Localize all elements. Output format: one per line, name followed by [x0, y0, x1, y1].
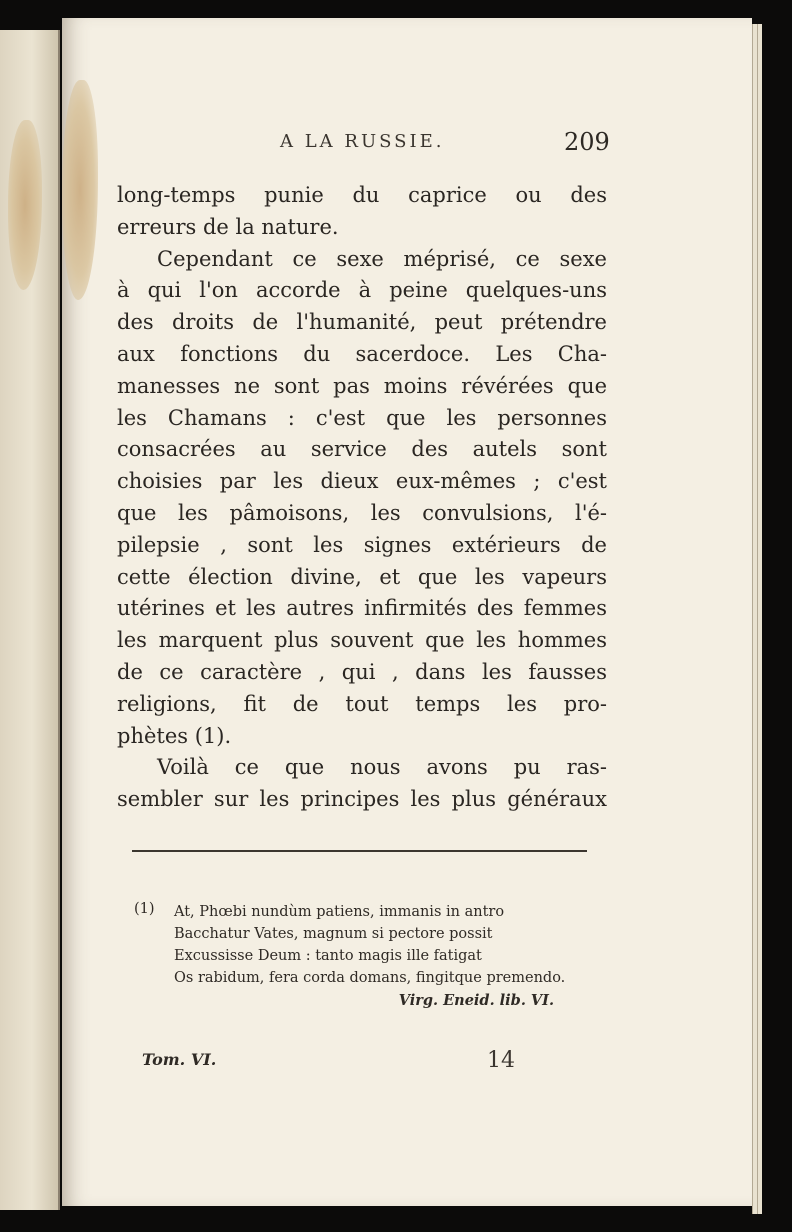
text-line: Voilà ce que nous avons pu ras- [157, 755, 607, 780]
footnote-verse-line: Bacchatur Vates, magnum si pectore possit [174, 926, 493, 942]
page-stack-edge [757, 24, 762, 1214]
running-head: A LA RUSSIE. [280, 131, 445, 152]
text-line: consacrées au service des autels sont [117, 437, 607, 462]
text-line: sembler sur les principes les plus généraux [117, 787, 607, 812]
signature-number: 14 [487, 1048, 515, 1073]
book-page [62, 18, 752, 1206]
text-line: erreurs de la nature. [117, 214, 339, 239]
body-text [117, 180, 607, 816]
footnote-rule [132, 850, 587, 852]
footnote-verse-line: Os rabidum, fera corda domans, fingitque premendo. [174, 970, 566, 986]
text-line: long-temps punie du caprice ou des [117, 183, 607, 207]
text-line: choisies par les dieux eux-mêmes ; c'est [117, 469, 607, 494]
text-line: Cependant ce sexe méprisé, ce sexe [157, 246, 607, 271]
text-line: manesses ne sont pas moins révérées que [117, 373, 607, 398]
footnote-marker: (1) [134, 901, 155, 917]
text-line: que les pâmoisons, les convulsions, l'é- [117, 500, 607, 525]
text-line: les marquent plus souvent que les hommes [117, 628, 607, 653]
text-line: des droits de l'humanité, peut prétendre [117, 310, 607, 335]
water-stain [62, 80, 98, 300]
signature-volume: Tom. VI. [142, 1050, 217, 1069]
page-number: 209 [564, 128, 610, 156]
footnote-source: Virg. Eneid. lib. VI. [398, 992, 554, 1009]
footnote [134, 901, 564, 1013]
text-line: aux fonctions du sacerdoce. Les Cha- [117, 341, 607, 366]
text-line: de ce caractère , qui , dans les fausses [117, 659, 607, 684]
text-line: utérines et les autres infirmités des femmes [117, 596, 607, 621]
footnote-verse-line: Excussisse Deum : tanto magis ille fatigat [174, 948, 482, 964]
text-line: phètes (1). [117, 723, 232, 748]
text-line: les Chamans : c'est que les personnes [117, 405, 607, 430]
text-line: religions, fit de tout temps les pro- [117, 691, 607, 716]
text-line: cette élection divine, et que les vapeurs [117, 564, 607, 589]
text-line: pilepsie , sont les signes extérieurs de [117, 532, 607, 557]
text-line: à qui l'on accorde à peine quelques-uns [117, 278, 607, 303]
footnote-verse-line: At, Phœbi nundùm patiens, immanis in antro [174, 904, 505, 920]
